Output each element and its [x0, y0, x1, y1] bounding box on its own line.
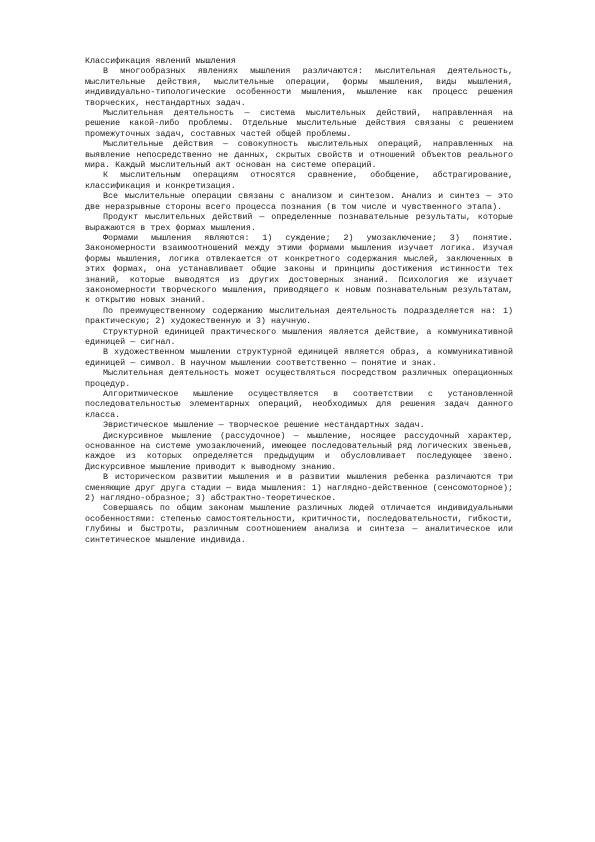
paragraph-9: Структурной единицей практического мышления является действие, а коммуникативной единицей — сигнал. — [85, 326, 513, 347]
paragraph-10: В художественном мышлении структурной единицей является образ, а коммуникативной единицей — символ. В научном мышлении соответственно — понятие и знак. — [85, 347, 513, 368]
paragraph-14: Дискурсивное мышление (рассудочное) — мышление, носящее рассудочный характер, основанное на системе умозаключений, имеющее последовательный ряд логических звеньев, каждое из которых определяется предыдущим и обусловливает последующее звено. Дискурсивное мышление приводит к выводному знанию. — [85, 430, 513, 472]
paragraph-3: Мыслительные действия — совокупность мыслительных операций, направленных на выявление непосредственно не данных, скрытых свойств и отношений объектов реального мира. Каждый мыслительный акт основан на системе операций. — [85, 139, 513, 171]
paragraph-13: Эвристическое мышление — творческое решение нестандартных задач. — [103, 420, 425, 431]
paragraph-15: В историческом развитии мышления и в развитии мышления ребенка различаются три сменяющие друг друга стадии — вида мышления: 1) наглядно-действенное (сенсомоторное); 2) наглядно-образное; 3) абстрактно-теоретическое. — [85, 472, 513, 504]
paragraph-5: Все мыслительные операции связаны с анализом и синтезом. Анализ и синтез — это две неразрывные стороны всего процесса познания (в том числе и чувственного этапа). — [85, 191, 513, 212]
paragraph-8: По преимущественному содержанию мыслительная деятельность подразделяется на: 1) практическую; 2) художественную и 3) научную. — [85, 305, 513, 327]
paragraph-11: Мыслительная деятельность может осуществляться посредством различных операционных процедур. — [85, 368, 513, 389]
paragraph-6: Продукт мыслительных действий — определенные познавательные результаты, которые выражаются в трех формах мышления. — [85, 212, 513, 233]
paragraph-2: Мыслительная деятельность — система мыслительных действий, направленная на решение какой-либо проблемы. Отдельные мыслительные действия связаны с решением промежуточных задач, составных частей общей проблемы. — [85, 108, 513, 139]
document-page — [85, 56, 513, 545]
paragraph-16: Совершаясь по общим законам мышление различных людей отличается индивидуальными особенностями: степенью самостоятельности, критичности, последовательности, гибкости, глубины и быстроты, различным соотношением анализа и синтеза — аналитическое или синтетическое мышление индивида. — [85, 503, 513, 545]
document-title: Классификация явлений мышления — [85, 56, 236, 66]
paragraph-1: В многообразных явлениях мышления различаются: мыслительная деятельность, мыслительные действия, мыслительные операции, формы мышления, виды мышления, индивидуально-типологические особенности мышления, мышление как процесс решения творческих, нестандартных задач. — [85, 66, 513, 108]
paragraph-12: Алгоритмическое мышление осуществляется в соответствии с установленной последовательностью элементарных операций, необходимых для решения задач данного класса. — [85, 389, 513, 420]
paragraph-4: К мыслительным операциям относятся сравнение, обобщение, абстрагирование, классификация и конкретизация. — [85, 170, 513, 191]
paragraph-7: Формами мышления являются: 1) суждение; 2) умозаключение; 3) понятие. Закономерности взаимоотношений между этими формами мышления изучает логика. Изучая формы мышления, логика отвлекается от конкретного содержания мыслей, заключенных в этих формах, она устанавливает общие законы и принципы достижения истинности тех знаний, которые выводятся из других достоверных знаний. Психология же изучает закономерности творческого мышления, приводящего к новым познавательным результатам, к открытию новых знаний. — [85, 232, 513, 306]
